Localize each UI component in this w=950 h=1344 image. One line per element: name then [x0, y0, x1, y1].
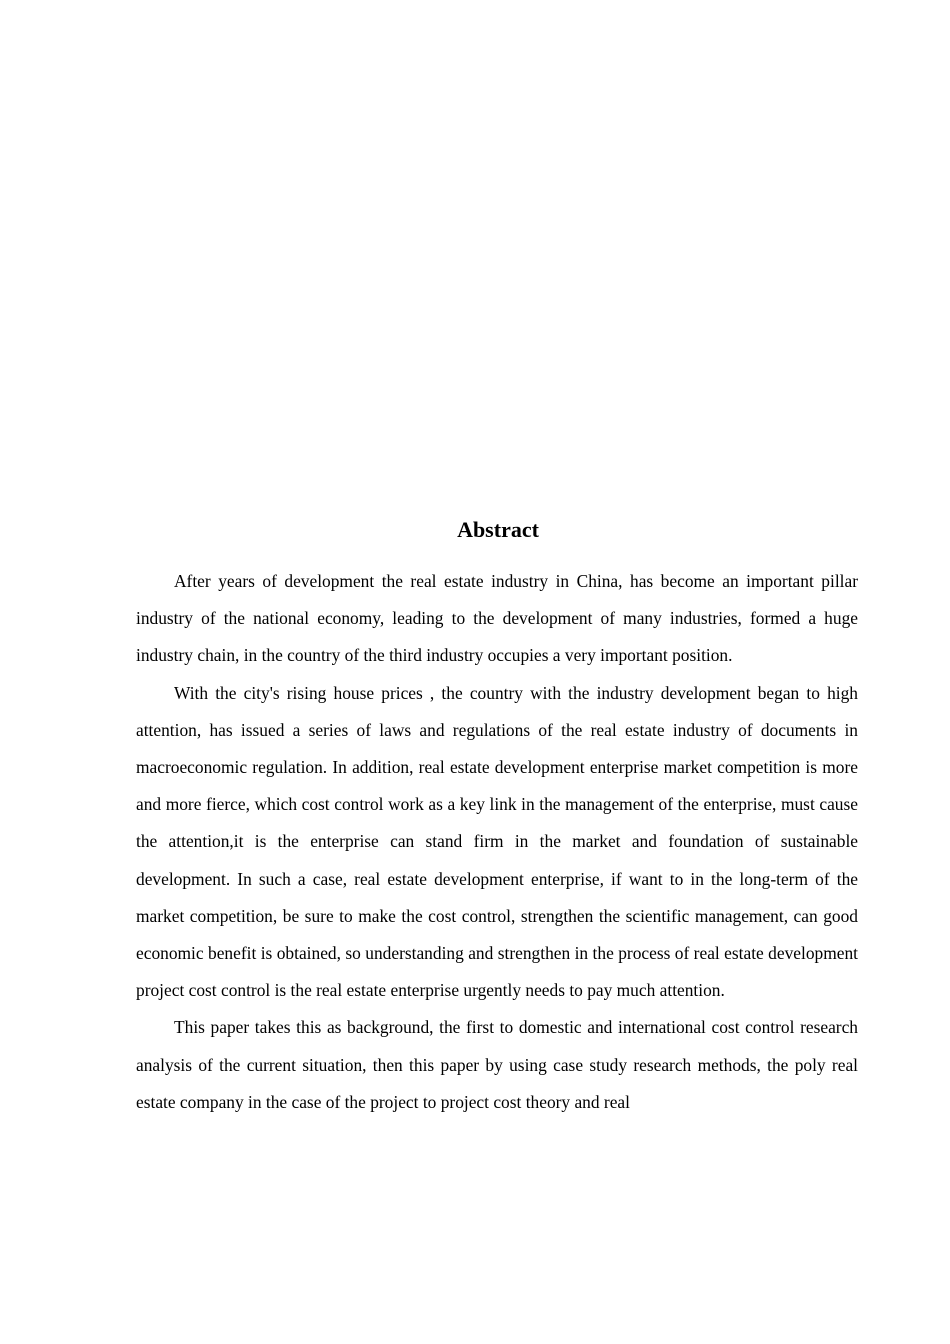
abstract-body	[136, 563, 858, 1121]
abstract-paragraph-1: After years of development the real estate industry in China, has become an important pillar industry of the national economy, leading to the development of many industries, formed a huge industry chain, in the country of the third industry occupies a very important position.	[136, 571, 858, 666]
abstract-paragraph-2: With the city's rising house prices , the country with the industry development began to high attention, has issued a series of laws and regulations of the real estate industry of documents in macroeconomic regulation. In addition, real estate development enterprise market competition is more and more fierce, which cost control work as a key link in the management of the enterprise, must cause the attention,it is the enterprise can stand firm in the market and foundation of sustainable development. In such a case, real estate development enterprise, if want to in the long-term of the market competition, be sure to make the cost control, strengthen the scientific management, can good economic benefit is obtained, so understanding and strengthen in the process of real estate development project cost control is the real estate enterprise urgently needs to pay much attention.	[136, 682, 858, 1001]
abstract-paragraph-3: This paper takes this as background, the first to domestic and international cost control research analysis of the current situation, then this paper by using case study research methods, the poly real estate company in the case of the project to project cost theory and real	[136, 1017, 858, 1112]
abstract-title: Abstract	[457, 517, 539, 542]
